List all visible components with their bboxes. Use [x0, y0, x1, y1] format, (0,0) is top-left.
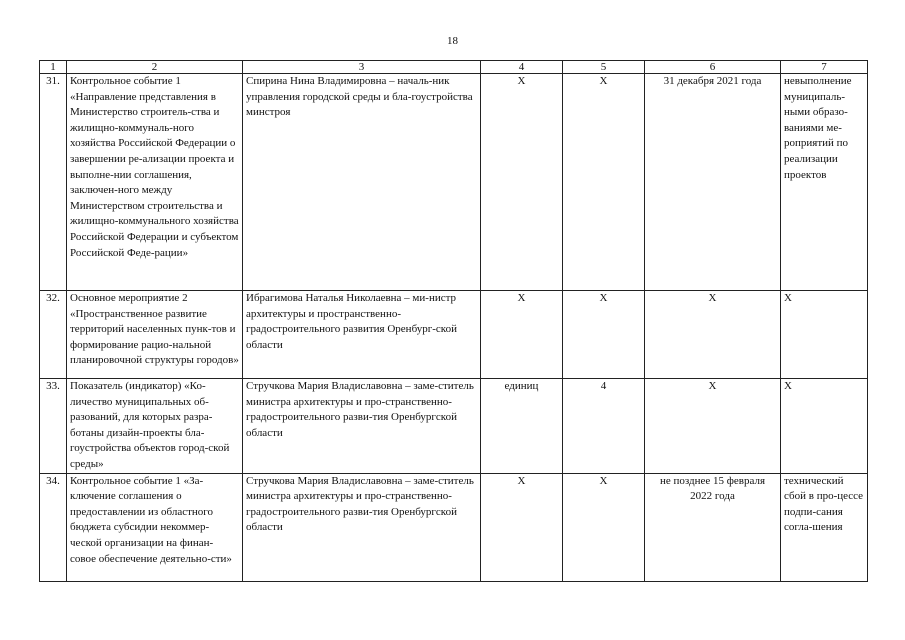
row-number: 31.: [40, 74, 67, 291]
value-cell: 4: [563, 379, 645, 474]
activity-name: Контрольное событие 1 «За-ключение соглашения о предоставлении из областного бюджета субсидии некоммер-ческой организации на финан-совое обеспечение деятельно-сти»: [67, 473, 243, 581]
note-cell: X: [781, 379, 868, 474]
row-number: 34.: [40, 473, 67, 581]
row-number: 33.: [40, 379, 67, 474]
responsible-person: Стручкова Мария Владиславовна – заме-ститель министра архитектуры и про-странственно-градостроительного разви-тия Оренбургской области: [243, 473, 481, 581]
deadline-cell: X: [645, 379, 781, 474]
column-number: 2: [67, 61, 243, 74]
table-row: [40, 473, 868, 581]
unit-cell: единиц: [481, 379, 563, 474]
responsible-person: Спирина Нина Владимировна – началь-ник управления городской среды и бла-гоустройства минстроя: [243, 74, 481, 291]
note-cell: X: [781, 291, 868, 379]
page-number: 18: [447, 35, 458, 47]
unit-cell: X: [481, 473, 563, 581]
column-number: 4: [481, 61, 563, 74]
program-table: [39, 60, 868, 582]
column-number: 6: [645, 61, 781, 74]
table-row: [40, 379, 868, 474]
unit-cell: X: [481, 291, 563, 379]
deadline-cell: 31 декабря 2021 года: [645, 74, 781, 291]
value-cell: X: [563, 74, 645, 291]
table-row: [40, 74, 868, 291]
column-number: 1: [40, 61, 67, 74]
note-cell: технический сбой в про-цессе подпи-сания согла-шения: [781, 473, 868, 581]
responsible-person: Ибрагимова Наталья Николаевна – ми-нистр архитектуры и пространственно-градостроительного развития Оренбург-ской области: [243, 291, 481, 379]
row-number: 32.: [40, 291, 67, 379]
activity-name: Контрольное событие 1 «Направление представления в Министерство строитель-ства и жилищно-коммуналь-ного хозяйства Российской Федерации о завершении ре-ализации проекта и выполне-нии соглашения, заключен-ного между Министерством строительства и жилищно-коммунального хозяйства Российской Федерации и субъектом Российской Феде-рации»: [67, 74, 243, 291]
deadline-cell: не позднее 15 февраля 2022 года: [645, 473, 781, 581]
note-cell: невыполнение муниципаль-ными образо-ваниями ме-роприятий по реализации проектов: [781, 74, 868, 291]
value-cell: X: [563, 473, 645, 581]
column-number: 3: [243, 61, 481, 74]
deadline-cell: X: [645, 291, 781, 379]
activity-name: Показатель (индикатор) «Ко-личество муниципальных об-разований, для которых разра-ботаны дизайн-проекты бла-гоустройства объектов город-ской среды»: [67, 379, 243, 474]
unit-cell: X: [481, 74, 563, 291]
activity-name: Основное мероприятие 2 «Пространственное развитие территорий населенных пунк-тов и формирование рацио-нальной планировочной структуры городов»: [67, 291, 243, 379]
responsible-person: Стручкова Мария Владиславовна – заме-ститель министра архитектуры и про-странственно-градостроительного разви-тия Оренбургской области: [243, 379, 481, 474]
table-row: [40, 291, 868, 379]
column-number: 5: [563, 61, 645, 74]
value-cell: X: [563, 291, 645, 379]
column-number-row: [40, 61, 868, 74]
column-number: 7: [781, 61, 868, 74]
